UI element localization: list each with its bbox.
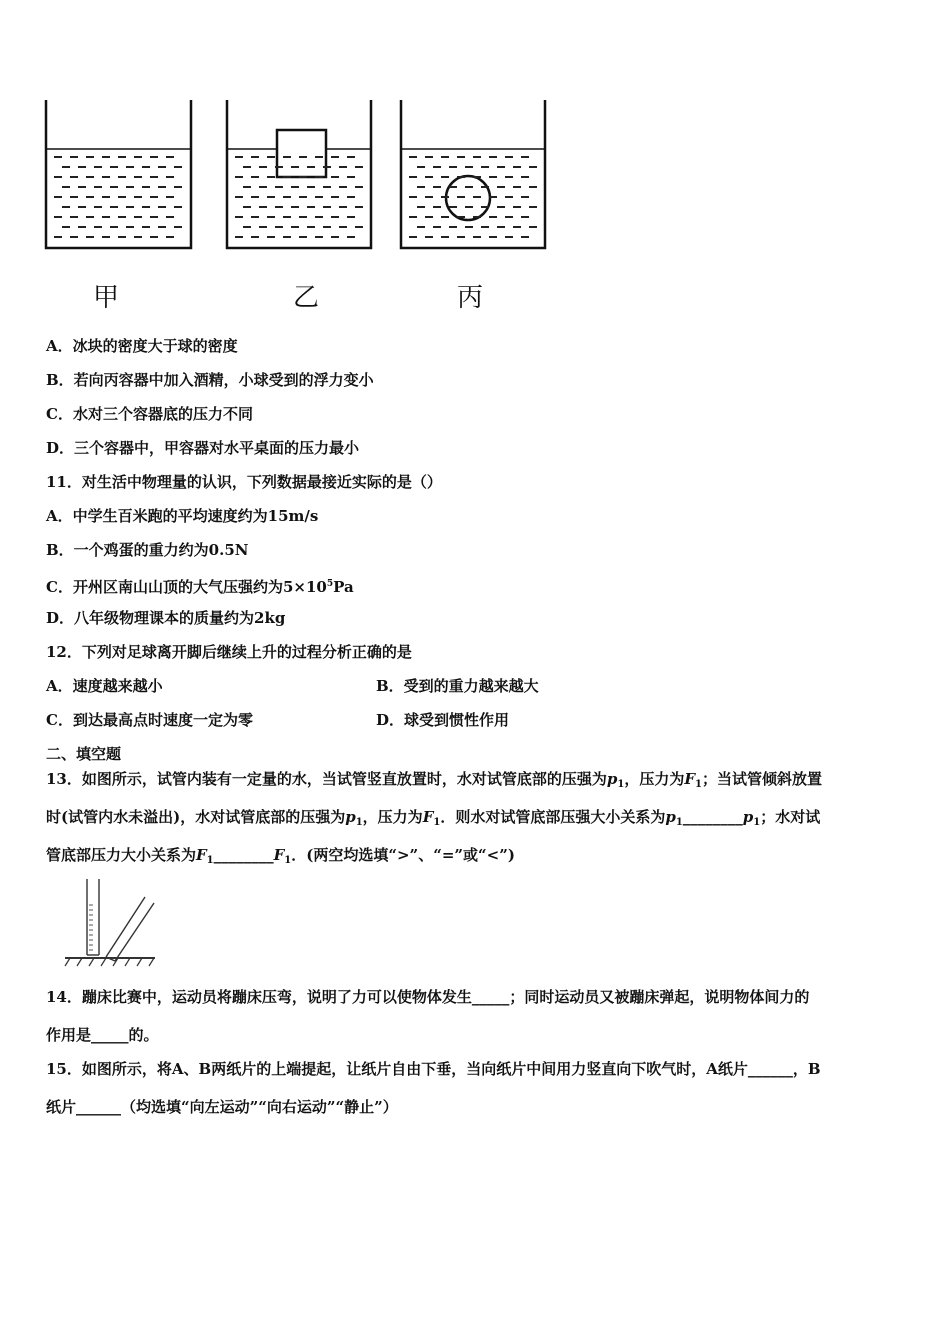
q13-text: 13．如图所示，试管内装有一定量的水，当试管竖直放置时，水对试管底部的压强为	[46, 770, 607, 788]
q10-option-d: D．三个容器中，甲容器对水平桌面的压力最小	[46, 439, 360, 457]
q13-subscript: 1	[433, 817, 441, 828]
q13-var-p: p	[665, 808, 676, 826]
q13-line-1	[46, 769, 906, 795]
q12-option-b: B．受到的重力越来越大	[376, 677, 539, 695]
q13-line-3	[46, 845, 906, 871]
q11-option-a: A．中学生百米跑的平均速度约为15m/s	[46, 507, 319, 525]
q13-var-F: F	[196, 846, 207, 864]
q10-option-b: B．若向丙容器中加入酒精，小球受到的浮力变小	[46, 371, 374, 389]
q13-var-p: p	[742, 808, 754, 826]
q13-subscript: 1	[675, 817, 683, 828]
q13-text: 时(试管内水未溢出)，水对试管底部的压强为	[46, 808, 346, 826]
q12-option-a: A．速度越来越小	[46, 677, 163, 695]
ice-block	[277, 130, 326, 177]
q13-subscript: 1	[284, 855, 292, 866]
q11-stem: 11．对生活中物理量的认识，下列数据最接近实际的是（）	[46, 473, 442, 491]
containers-figure	[40, 95, 555, 260]
q13-var-p: p	[606, 770, 618, 788]
q12-option-c: C．到达最高点时速度一定为零	[46, 711, 253, 729]
q14-line-2: 作用是_____的。	[46, 1026, 159, 1044]
q13-text: ，压力为	[362, 808, 423, 826]
q10-option-a: A．冰块的密度大于球的密度	[46, 337, 238, 355]
q15-line-1: 15．如图所示，将A、B两纸片的上端提起，让纸片自由下垂，当向纸片中间用力竖直向下吹气时，A纸片______，B	[46, 1060, 821, 1078]
q13-var-F: F	[273, 846, 285, 864]
label-jia: 甲	[93, 283, 120, 313]
q11-c-unit: Pa	[333, 578, 354, 596]
q15-line-2: 纸片______（均选填“向左运动”“向右运动”“静止”）	[46, 1098, 398, 1116]
q11-option-c	[46, 574, 354, 597]
section-fill-in-title: 二、填空题	[46, 745, 122, 763]
q13-subscript: 1	[753, 817, 761, 828]
label-yi: 乙	[293, 283, 320, 313]
q13-line-2	[46, 807, 906, 833]
q13-subscript: 1	[355, 817, 363, 828]
q13-var-F: F	[422, 808, 434, 826]
q13-text: ．则水对试管底部压强大小关系为	[440, 808, 666, 826]
q13-text: ；当试管倾斜放置	[702, 770, 823, 788]
q14-line-1: 14．蹦床比赛中，运动员将蹦床压弯，说明了力可以使物体发生_____；同时运动员又被蹦床弹起，说明物体间力的	[46, 988, 810, 1006]
q13-var-p: p	[345, 808, 356, 826]
label-bing: 丙	[457, 283, 484, 313]
q13-subscript: 1	[206, 855, 214, 866]
q10-option-c: C．水对三个容器底的压力不同	[46, 405, 253, 423]
q13-text: ；水对试	[760, 808, 821, 826]
q13-text: ．(两空均选填“>”、“=”或“<”)	[291, 846, 515, 864]
q13-blank-2[interactable]: ________	[213, 846, 274, 864]
q12-stem: 12．下列对足球离开脚后继续上升的过程分析正确的是	[46, 643, 412, 661]
ball	[446, 176, 490, 220]
container-jia	[46, 100, 191, 248]
q13-text: 管底部压力大小关系为	[46, 846, 197, 864]
q11-option-b: B．一个鸡蛋的重力约为0.5N	[46, 541, 249, 559]
q13-var-F: F	[684, 770, 696, 788]
q13-subscript: 1	[617, 779, 625, 790]
q11-c-text: C．开州区南山山顶的大气压强约为5×10	[46, 578, 327, 596]
test-tube-figure	[60, 875, 160, 970]
q12-option-d: D．球受到惯性作用	[376, 711, 510, 729]
q11-c-exponent: 5	[326, 579, 334, 589]
q11-option-d: D．八年级物理课本的质量约为2kg	[46, 609, 286, 627]
container-bing	[401, 100, 545, 248]
q13-subscript: 1	[695, 779, 702, 790]
q13-text: ，压力为	[624, 770, 685, 788]
q13-blank-1[interactable]: ________	[682, 808, 743, 826]
